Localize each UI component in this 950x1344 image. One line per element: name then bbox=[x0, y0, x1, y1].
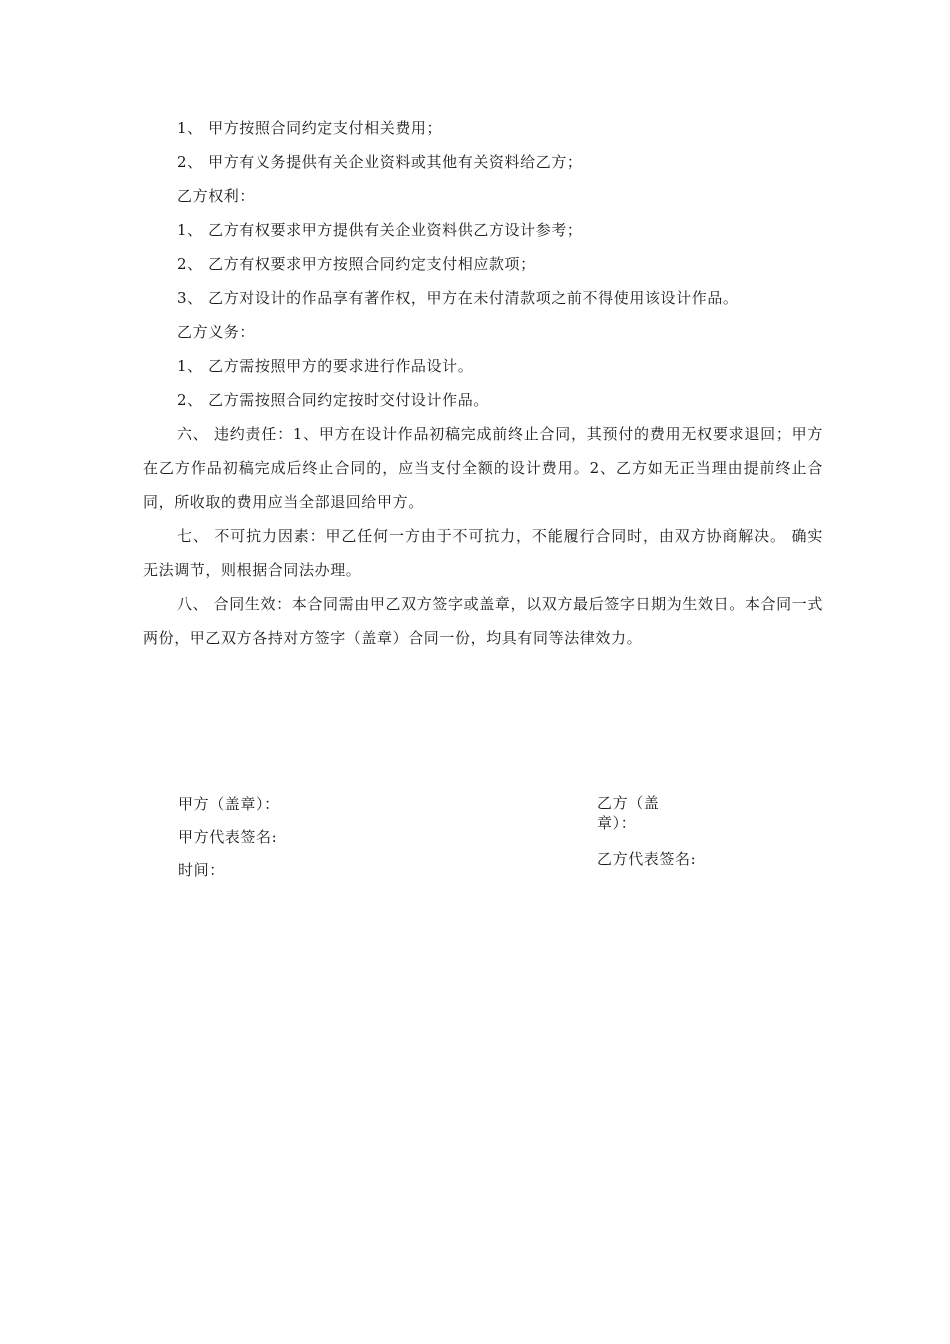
party-a-obligation-1: 1、 甲方按照合同约定支付相关费用； bbox=[177, 119, 443, 137]
party-a-representative-label: 甲方代表签名: bbox=[178, 828, 278, 846]
party-b-signature-block bbox=[597, 793, 707, 869]
clause-breach-liability: 六、 违约责任：1、甲方在设计作品初稿完成前终止合同，其预付的费用无权要求退回；甲方在乙方作品初稿完成后终止合同的，应当支付全额的设计费用。2、乙方如无正当理由提前终止合同，所收取的费用应当全部退回给甲方。 bbox=[143, 425, 823, 511]
party-a-seal-label: 甲方（盖章）： bbox=[178, 795, 280, 813]
party-a-time-label: 时间： bbox=[178, 861, 225, 879]
party-b-seal-label: 乙方（盖章）： bbox=[597, 794, 660, 832]
clause-force-majeure: 七、 不可抗力因素：甲乙任何一方由于不可抗力，不能履行合同时，由双方协商解决。 确实无法调节，则根据合同法办理。 bbox=[143, 527, 823, 579]
party-a-signature-block bbox=[178, 788, 478, 887]
party-b-right-1: 1、 乙方有权要求甲方提供有关企业资料供乙方设计参考； bbox=[177, 221, 583, 239]
party-b-rights-heading: 乙方权利： bbox=[177, 187, 256, 205]
party-b-obligation-1: 1、 乙方需按照甲方的要求进行作品设计。 bbox=[177, 357, 474, 375]
clause-effectiveness: 八、 合同生效：本合同需由甲乙双方签字或盖章，以双方最后签字日期为生效日。本合同一式两份，甲乙双方各持对方签字（盖章）合同一份，均具有同等法律效力。 bbox=[143, 595, 823, 647]
party-b-obligations-heading: 乙方义务： bbox=[177, 323, 256, 341]
party-b-right-3: 3、 乙方对设计的作品享有著作权，甲方在未付清款项之前不得使用该设计作品。 bbox=[177, 289, 739, 307]
party-a-obligation-2: 2、 甲方有义务提供有关企业资料或其他有关资料给乙方； bbox=[177, 153, 583, 171]
contract-body bbox=[143, 111, 823, 655]
party-b-right-2: 2、 乙方有权要求甲方按照合同约定支付相应款项； bbox=[177, 255, 536, 273]
party-b-representative-label: 乙方代表签名: bbox=[597, 850, 697, 868]
party-b-obligation-2: 2、 乙方需按照合同约定按时交付设计作品。 bbox=[177, 391, 489, 409]
